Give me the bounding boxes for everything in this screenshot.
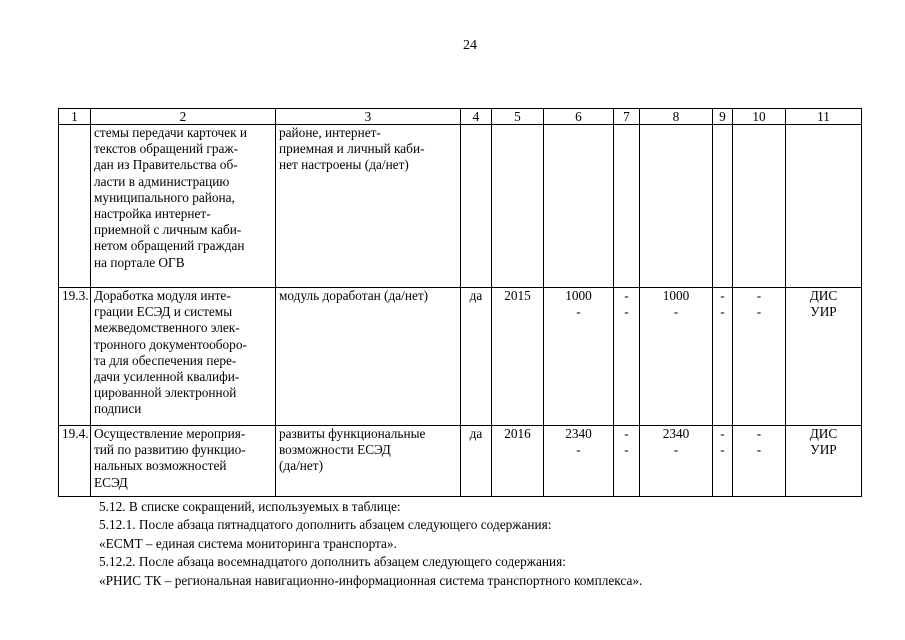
column-header: 5 [492,109,544,125]
column-header: 8 [640,109,713,125]
column-header: 11 [786,109,862,125]
table-cell: 1000 - [544,288,614,426]
table-cell-indicator: районе, интернет- приемная и личный каби- нет настроены (да/нет) [276,125,461,288]
table-cell: 2340 - [640,426,713,497]
table-cell [713,125,733,288]
table-cell: ДИС УИР [786,426,862,497]
column-header: 6 [544,109,614,125]
table-cell [461,125,492,288]
table-cell: да [461,426,492,497]
table-cell [492,125,544,288]
table-cell [786,125,862,288]
table-cell [733,125,786,288]
table-cell: - - [713,288,733,426]
table-cell: 2015 [492,288,544,426]
table-cell: - - [614,426,640,497]
note-paragraph: 5.12.1. После абзаца пятнадцатого дополнить абзацем следующего содержания: [99,517,552,533]
table-cell-number: 19.3. [59,288,91,426]
note-paragraph: 5.12.2. После абзаца восемнадцатого дополнить абзацем следующего содержания: [99,554,566,570]
column-header: 7 [614,109,640,125]
column-header: 9 [713,109,733,125]
table-header-row [59,109,862,125]
note-paragraph: «ЕСМТ – единая система мониторинга транспорта». [99,535,397,551]
note-paragraph: «РНИС ТК – региональная навигационно-информационная система транспортного комплекса». [99,572,643,588]
column-header: 4 [461,109,492,125]
table-cell-indicator: развиты функциональные возможности ЕСЭД (да/нет) [276,426,461,497]
table-cell: - - [713,426,733,497]
column-header: 10 [733,109,786,125]
column-header: 2 [91,109,276,125]
column-header: 3 [276,109,461,125]
note-paragraph: 5.12. В списке сокращений, используемых в таблице: [99,499,401,514]
table-cell [544,125,614,288]
table-cell-number: 19.4. [59,426,91,497]
page-number: 24 [463,38,477,53]
table-row [59,125,862,288]
table-cell: 2016 [492,426,544,497]
table-cell: 2340 - [544,426,614,497]
table-cell [614,125,640,288]
table-cell-activity: стемы передачи карточек и текстов обращений граж- дан из Правительства об- ласти в администрацию муниципального района, настройка интернет- приемной с личным каби- нетом обращений граждан на портале ОГВ [91,125,276,288]
table-cell: - - [733,426,786,497]
data-table [58,108,862,497]
table-cell-activity: Осуществление мероприя- тий по развитию функцио- нальных возможностей ЕСЭД [91,426,276,497]
table-row [59,426,862,497]
table-cell: ДИС УИР [786,288,862,426]
notes-section [99,498,642,590]
table-cell: - - [733,288,786,426]
table-cell [640,125,713,288]
table-cell-activity: Доработка модуля инте- грации ЕСЭД и системы межведомственного элек- тронного документооборо- та для обеспечения пере- дачи усиленной квалифи- цированной электронной подписи [91,288,276,426]
table-cell: да [461,288,492,426]
table-cell-number [59,125,91,288]
table-cell: - - [614,288,640,426]
table-row [59,288,862,426]
table-cell-indicator: модуль доработан (да/нет) [276,288,461,426]
table-cell: 1000 - [640,288,713,426]
column-header: 1 [59,109,91,125]
